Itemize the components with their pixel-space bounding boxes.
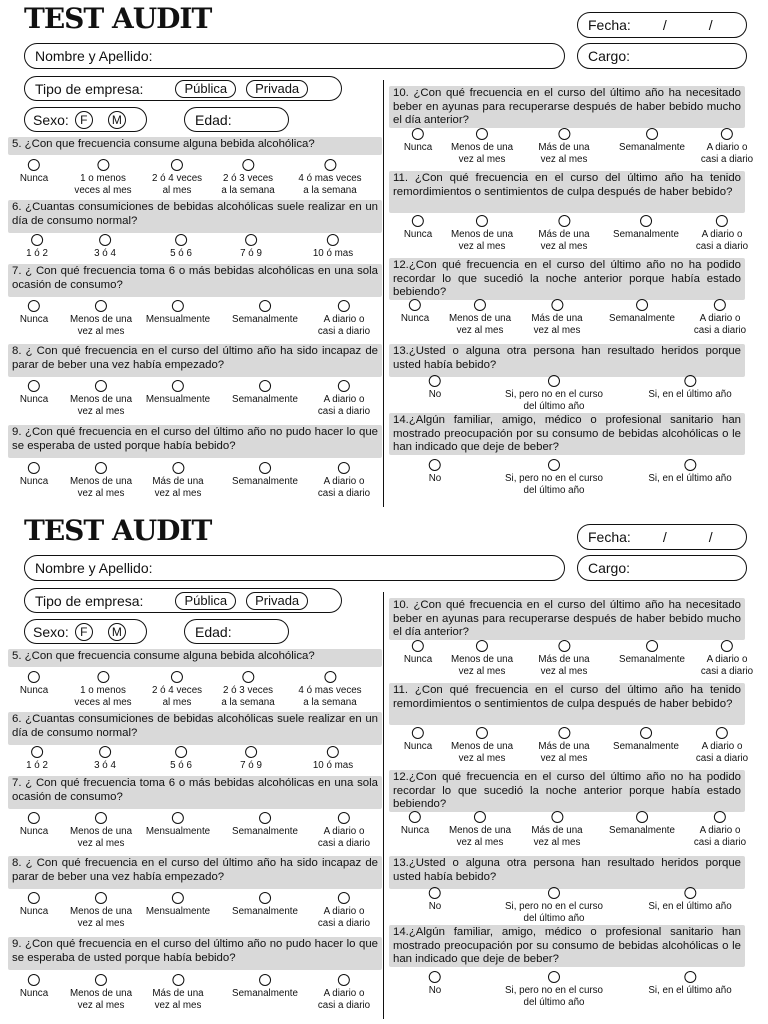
option-label: Nunca <box>403 741 433 752</box>
q11-option-c[interactable] <box>538 215 589 252</box>
sexo-f-option[interactable]: F <box>75 111 93 129</box>
option-label: Semanalmente <box>609 313 675 324</box>
q14-option-b[interactable] <box>505 459 603 496</box>
option-label: 3 ó 4 <box>94 760 116 771</box>
question-12-options <box>0 299 768 341</box>
q14-option-c[interactable] <box>648 459 731 485</box>
radio-circle[interactable] <box>684 887 696 899</box>
option-label: Más de una vez al mes <box>531 825 583 848</box>
option-label: Semanalmente <box>609 825 675 836</box>
q11-option-a[interactable] <box>404 727 432 753</box>
q11-option-a[interactable] <box>404 215 432 241</box>
option-label: Nunca <box>19 906 49 917</box>
q10-option-a[interactable] <box>404 128 432 154</box>
q10-option-a[interactable] <box>404 640 432 666</box>
option-label: Más de una vez al mes <box>538 229 590 252</box>
option-label: 5 ó 6 <box>170 760 192 771</box>
option-label: A diario o casi a diario <box>700 654 754 677</box>
question-13-options <box>0 887 768 929</box>
question-13: 13.¿Usted o alguna otra persona han resultado heridos porque usted había bebido? <box>389 344 745 377</box>
q13-option-c[interactable] <box>648 887 731 913</box>
option-label: Mensualmente <box>145 394 211 405</box>
option-label: Menos de una vez al mes <box>69 826 133 849</box>
q10-option-c[interactable] <box>538 640 589 677</box>
question-11-options <box>0 727 768 769</box>
radio-circle[interactable] <box>476 640 488 652</box>
option-label: Más de una vez al mes <box>531 313 583 336</box>
option-label: Nunca <box>400 313 430 324</box>
radio-circle[interactable] <box>548 971 560 983</box>
cargo-label: Cargo: <box>588 48 631 64</box>
radio-circle[interactable] <box>640 727 652 739</box>
option-label: 5 ó 6 <box>170 248 192 259</box>
question-5: 5. ¿Con que frecuencia consume alguna bebida alcohólica? <box>8 137 382 155</box>
option-label: Más de una vez al mes <box>152 988 204 1011</box>
question-10: 10. ¿Con qué frecuencia en el curso del último año ha necesitado beber en ayunas para recuperarse después de haber bebido mucho el día anterior? <box>389 86 745 128</box>
form-title: TEST AUDIT <box>24 2 212 35</box>
q10-option-e[interactable] <box>701 128 753 165</box>
q11-option-d[interactable] <box>613 215 679 241</box>
radio-circle[interactable] <box>716 215 728 227</box>
option-label: Menos de una vez al mes <box>450 741 514 764</box>
option-label: 2 ó 4 veces al mes <box>151 173 203 196</box>
sexo-label: Sexo: <box>33 111 69 128</box>
option-label: Si, en el último año <box>648 473 732 484</box>
q12-option-b[interactable] <box>449 299 511 336</box>
q10-option-d[interactable] <box>619 640 685 666</box>
option-label: A diario o casi a diario <box>693 825 747 848</box>
question-14-options <box>0 971 768 1013</box>
tipo-empresa-label: Tipo de empresa: <box>35 80 144 97</box>
sexo-f-option[interactable]: F <box>75 623 93 641</box>
q14-option-a[interactable] <box>429 971 442 997</box>
question-7: 7. ¿ Con qué frecuencia toma 6 o más bebidas alcohólicas en una sola ocasión de consumo? <box>8 776 382 809</box>
option-label: Mensualmente <box>145 826 211 837</box>
radio-circle[interactable] <box>684 459 696 471</box>
radio-circle[interactable] <box>412 215 424 227</box>
q10-option-b[interactable] <box>451 128 513 165</box>
radio-circle[interactable] <box>714 811 726 823</box>
option-label: No <box>428 985 442 996</box>
q11-option-c[interactable] <box>538 727 589 764</box>
option-label: Más de una vez al mes <box>152 476 204 499</box>
option-label: Si, en el último año <box>648 389 732 400</box>
radio-circle[interactable] <box>716 727 728 739</box>
option-label: No <box>428 389 442 400</box>
question-7: 7. ¿ Con qué frecuencia toma 6 o más bebidas alcohólicas en una sola ocasión de consumo? <box>8 264 382 297</box>
radio-circle[interactable] <box>721 640 733 652</box>
option-label: Semanalmente <box>619 142 685 153</box>
q10-option-b[interactable] <box>451 640 513 677</box>
option-label: Nunca <box>403 142 433 153</box>
cargo-field[interactable] <box>577 43 747 69</box>
q11-option-e[interactable] <box>696 215 748 252</box>
option-label: 2 ó 3 veces a la semana <box>221 685 275 708</box>
radio-circle[interactable] <box>551 811 563 823</box>
question-12: 12.¿Con qué frecuencia en el curso del último año no ha podido recordar lo que sucedió la noche anterior porque había estado bebiendo? <box>389 258 745 300</box>
fecha-separator: / <box>708 17 713 33</box>
option-label: Nunca <box>403 229 433 240</box>
option-label: Semanalmente <box>232 394 298 405</box>
option-label: Más de una vez al mes <box>538 654 590 677</box>
option-label: Si, pero no en el curso del último año <box>504 985 604 1008</box>
option-label: Nunca <box>19 394 49 405</box>
option-label: Semanalmente <box>232 988 298 999</box>
form-title: TEST AUDIT <box>24 514 212 547</box>
option-label: Más de una vez al mes <box>538 142 590 165</box>
edad-label: Edad: <box>195 111 232 128</box>
fecha-label: Fecha: <box>588 17 631 33</box>
question-14: 14.¿Algún familiar, amigo, médico o profesional sanitario han mostrado preocupación por su consumo de bebidas alcohólicas o le han indicado que deje de beber? <box>389 925 745 967</box>
fecha-separator: / <box>662 17 667 33</box>
option-label: Menos de una vez al mes <box>69 906 133 929</box>
question-6: 6. ¿Cuantas consumiciones de bebidas alcohólicas suele realizar en un día de consumo normal? <box>8 712 382 745</box>
sexo-m-option[interactable]: M <box>108 111 126 129</box>
option-label: 10 ó mas <box>312 248 354 259</box>
question-8: 8. ¿ Con qué frecuencia en el curso del último año ha sido incapaz de parar de beber una vez había empezado? <box>8 856 382 889</box>
question-12: 12.¿Con qué frecuencia en el curso del último año no ha podido recordar lo que sucedió la noche anterior porque había estado bebiendo? <box>389 770 745 812</box>
option-label: Nunca <box>19 988 49 999</box>
fecha-field[interactable] <box>577 12 747 38</box>
radio-circle[interactable] <box>429 375 441 387</box>
tipo-empresa-label: Tipo de empresa: <box>35 592 144 609</box>
option-label: Semanalmente <box>232 826 298 837</box>
tipo-empresa-field <box>24 588 342 613</box>
option-label: Si, pero no en el curso del último año <box>504 901 604 924</box>
option-label: 2 ó 4 veces al mes <box>151 685 203 708</box>
q13-option-a[interactable] <box>429 375 442 401</box>
question-11: 11. ¿Con qué frecuencia en el curso del último año ha tenido remordimientos o sentimientos de culpa después de haber bebido? <box>389 683 745 725</box>
option-label: Menos de una vez al mes <box>69 314 133 337</box>
cargo-field[interactable] <box>577 555 747 581</box>
radio-circle[interactable] <box>409 811 421 823</box>
q13-option-b[interactable] <box>505 375 603 412</box>
radio-circle[interactable] <box>409 299 421 311</box>
option-label: Menos de una vez al mes <box>450 142 514 165</box>
option-label: Semanalmente <box>619 654 685 665</box>
radio-circle[interactable] <box>646 640 658 652</box>
option-label: Más de una vez al mes <box>538 741 590 764</box>
tipo-publica-option[interactable]: Pública <box>175 592 236 610</box>
radio-circle[interactable] <box>558 128 570 140</box>
radio-circle[interactable] <box>476 215 488 227</box>
question-5: 5. ¿Con que frecuencia consume alguna bebida alcohólica? <box>8 649 382 667</box>
radio-circle[interactable] <box>714 299 726 311</box>
question-12-options <box>0 811 768 853</box>
radio-circle[interactable] <box>558 727 570 739</box>
option-label: Menos de una vez al mes <box>448 313 512 336</box>
q14-option-c[interactable] <box>648 971 731 997</box>
option-label: Si, en el último año <box>648 985 732 996</box>
nombre-field[interactable] <box>24 555 565 581</box>
fecha-separator: / <box>708 529 713 545</box>
tipo-privada-option[interactable]: Privada <box>246 592 308 610</box>
option-label: Si, en el último año <box>648 901 732 912</box>
tipo-privada-option[interactable]: Privada <box>246 80 308 98</box>
radio-circle[interactable] <box>548 375 560 387</box>
option-label: Semanalmente <box>232 314 298 325</box>
tipo-publica-option[interactable]: Pública <box>175 80 236 98</box>
radio-circle[interactable] <box>721 128 733 140</box>
q12-option-a[interactable] <box>401 299 429 325</box>
question-9: 9. ¿Con qué frecuencia en el curso del último año no pudo hacer lo que se esperaba de usted porque había bebido? <box>8 937 382 970</box>
option-label: No <box>428 901 442 912</box>
option-label: A diario o casi a diario <box>700 142 754 165</box>
radio-circle[interactable] <box>429 459 441 471</box>
radio-circle[interactable] <box>640 215 652 227</box>
option-label: 4 ó mas veces a la semana <box>298 173 362 196</box>
option-label: Menos de una vez al mes <box>448 825 512 848</box>
fecha-separator: / <box>662 529 667 545</box>
q13-option-a[interactable] <box>429 887 442 913</box>
option-label: Mensualmente <box>145 906 211 917</box>
q12-option-c[interactable] <box>531 811 582 848</box>
option-label: Semanalmente <box>613 741 679 752</box>
q12-option-d[interactable] <box>609 811 675 837</box>
q10-option-e[interactable] <box>701 640 753 677</box>
option-label: 1 ó 2 <box>26 760 48 771</box>
option-label: Nunca <box>403 654 433 665</box>
radio-circle[interactable] <box>684 971 696 983</box>
option-label: A diario o casi a diario <box>317 476 371 499</box>
radio-circle[interactable] <box>646 128 658 140</box>
option-label: Menos de una vez al mes <box>69 394 133 417</box>
option-label: A diario o casi a diario <box>693 313 747 336</box>
option-label: Semanalmente <box>232 476 298 487</box>
question-11: 11. ¿Con qué frecuencia en el curso del último año ha tenido remordimientos o sentimientos de culpa después de haber bebido? <box>389 171 745 213</box>
question-13: 13.¿Usted o alguna otra persona han resultado heridos porque usted había bebido? <box>389 856 745 889</box>
radio-circle[interactable] <box>476 128 488 140</box>
q10-option-d[interactable] <box>619 128 685 154</box>
q12-option-d[interactable] <box>609 299 675 325</box>
option-label: 2 ó 3 veces a la semana <box>221 173 275 196</box>
q13-option-b[interactable] <box>505 887 603 924</box>
fecha-label: Fecha: <box>588 529 631 545</box>
option-label: Nunca <box>19 826 49 837</box>
option-label: 1 o menos veces al mes <box>74 173 132 196</box>
q14-option-a[interactable] <box>429 459 442 485</box>
option-label: 7 ó 9 <box>240 248 262 259</box>
option-label: No <box>428 473 442 484</box>
q12-option-c[interactable] <box>531 299 582 336</box>
question-9: 9. ¿Con qué frecuencia en el curso del último año no pudo hacer lo que se esperaba de usted porque había bebido? <box>8 425 382 458</box>
option-label: Nunca <box>400 825 430 836</box>
cargo-label: Cargo: <box>588 560 631 576</box>
option-label: Menos de una vez al mes <box>450 654 514 677</box>
radio-circle[interactable] <box>636 299 648 311</box>
option-label: Semanalmente <box>232 906 298 917</box>
sexo-m-option[interactable]: M <box>108 623 126 641</box>
option-label: Menos de una vez al mes <box>69 476 133 499</box>
option-label: Nunca <box>19 685 49 696</box>
question-14: 14.¿Algún familiar, amigo, médico o profesional sanitario han mostrado preocupación por su consumo de bebidas alcohólicas o le han indicado que deje de beber? <box>389 413 745 455</box>
option-label: 10 ó mas <box>312 760 354 771</box>
radio-circle[interactable] <box>429 887 441 899</box>
nombre-label: Nombre y Apellido: <box>35 48 153 64</box>
option-label: Si, pero no en el curso del último año <box>504 389 604 412</box>
option-label: Nunca <box>19 476 49 487</box>
option-label: 1 ó 2 <box>26 248 48 259</box>
option-label: 3 ó 4 <box>94 248 116 259</box>
q12-option-e[interactable] <box>694 299 746 336</box>
radio-circle[interactable] <box>558 640 570 652</box>
q11-option-b[interactable] <box>451 727 513 764</box>
option-label: Nunca <box>19 173 49 184</box>
option-label: A diario o casi a diario <box>317 314 371 337</box>
q11-option-b[interactable] <box>451 215 513 252</box>
option-label: Menos de una vez al mes <box>69 988 133 1011</box>
question-10-options <box>0 640 768 682</box>
radio-circle[interactable] <box>636 811 648 823</box>
radio-circle[interactable] <box>548 459 560 471</box>
sexo-label: Sexo: <box>33 623 69 640</box>
option-label: A diario o casi a diario <box>317 826 371 849</box>
radio-circle[interactable] <box>551 299 563 311</box>
radio-circle[interactable] <box>474 299 486 311</box>
option-label: A diario o casi a diario <box>695 741 749 764</box>
question-13-options <box>0 375 768 417</box>
radio-circle[interactable] <box>474 811 486 823</box>
option-label: Si, pero no en el curso del último año <box>504 473 604 496</box>
option-label: 1 o menos veces al mes <box>74 685 132 708</box>
option-label: A diario o casi a diario <box>317 988 371 1011</box>
q14-option-b[interactable] <box>505 971 603 1008</box>
edad-label: Edad: <box>195 623 232 640</box>
radio-circle[interactable] <box>558 215 570 227</box>
question-11-options <box>0 215 768 257</box>
option-label: A diario o casi a diario <box>695 229 749 252</box>
q10-option-c[interactable] <box>538 128 589 165</box>
radio-circle[interactable] <box>412 640 424 652</box>
q13-option-c[interactable] <box>648 375 731 401</box>
audit-form-2 <box>0 512 768 1024</box>
q11-option-e[interactable] <box>696 727 748 764</box>
fecha-field[interactable] <box>577 524 747 550</box>
tipo-empresa-field <box>24 76 342 101</box>
option-label: Mensualmente <box>145 314 211 325</box>
question-10-options <box>0 128 768 170</box>
nombre-label: Nombre y Apellido: <box>35 560 153 576</box>
question-14-options <box>0 459 768 501</box>
option-label: Semanalmente <box>613 229 679 240</box>
option-label: Menos de una vez al mes <box>450 229 514 252</box>
question-10: 10. ¿Con qué frecuencia en el curso del último año ha necesitado beber en ayunas para recuperarse después de haber bebido mucho el día anterior? <box>389 598 745 640</box>
radio-circle[interactable] <box>412 128 424 140</box>
q11-option-d[interactable] <box>613 727 679 753</box>
radio-circle[interactable] <box>476 727 488 739</box>
option-label: 4 ó mas veces a la semana <box>298 685 362 708</box>
option-label: Nunca <box>19 314 49 325</box>
q12-option-e[interactable] <box>694 811 746 848</box>
q12-option-b[interactable] <box>449 811 511 848</box>
question-8: 8. ¿ Con qué frecuencia en el curso del último año ha sido incapaz de parar de beber una vez había empezado? <box>8 344 382 377</box>
radio-circle[interactable] <box>548 887 560 899</box>
option-label: A diario o casi a diario <box>317 394 371 417</box>
q12-option-a[interactable] <box>401 811 429 837</box>
option-label: 7 ó 9 <box>240 760 262 771</box>
question-6: 6. ¿Cuantas consumiciones de bebidas alcohólicas suele realizar en un día de consumo normal? <box>8 200 382 233</box>
nombre-field[interactable] <box>24 43 565 69</box>
radio-circle[interactable] <box>429 971 441 983</box>
radio-circle[interactable] <box>684 375 696 387</box>
radio-circle[interactable] <box>412 727 424 739</box>
option-label: A diario o casi a diario <box>317 906 371 929</box>
